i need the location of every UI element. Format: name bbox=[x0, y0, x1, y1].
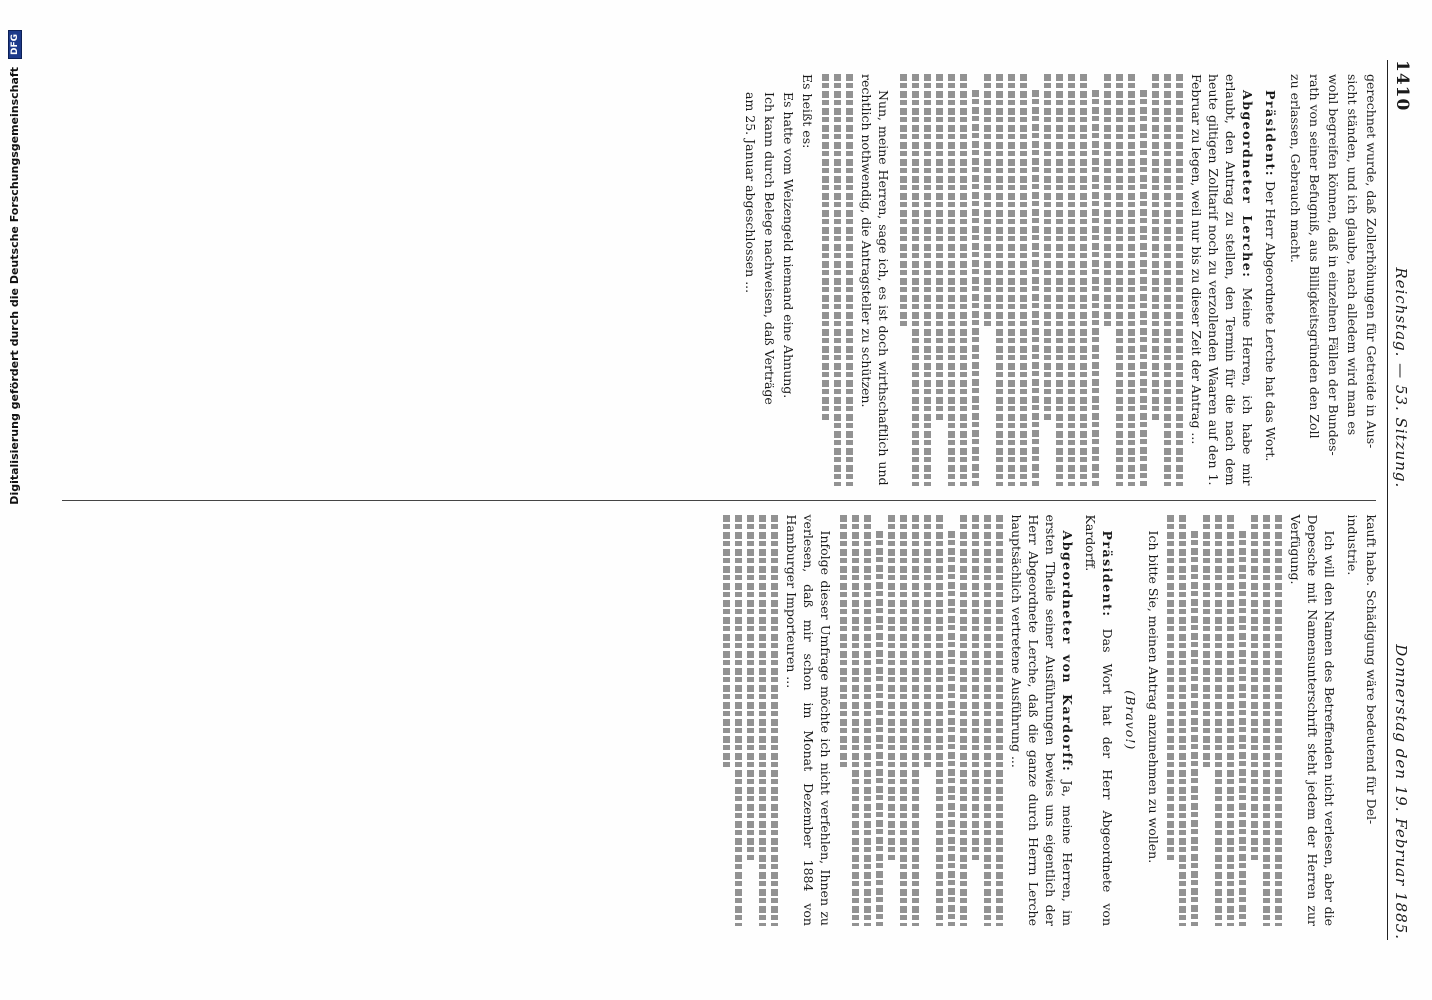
illegible-text-line bbox=[948, 531, 955, 927]
stage-direction: (Bravo!) bbox=[1123, 690, 1138, 751]
illegible-text-line bbox=[1056, 74, 1063, 486]
illegible-text-line bbox=[1068, 74, 1075, 486]
illegible-text-line bbox=[1203, 515, 1210, 770]
speech-text: Der Herr Abgeordnete Lerche hat das Wort. bbox=[1263, 181, 1278, 462]
illegible-text-line bbox=[984, 74, 991, 329]
petition-paragraph: Ich will den Namen des Betreffenden nicht verlesen, aber die Depesche mit Namensunterschrift steht jedem der Herren zur Verfügung. bbox=[1288, 514, 1337, 926]
quote-line: am 25. Januar abgeschlossen ... bbox=[743, 92, 758, 294]
illegible-text-line bbox=[1080, 74, 1087, 486]
illegible-text-line bbox=[822, 74, 829, 420]
illegible-text-line bbox=[948, 74, 955, 486]
illegible-text-line bbox=[747, 515, 754, 861]
deputy-paragraph bbox=[1188, 74, 1256, 486]
illegible-text-line bbox=[1191, 531, 1198, 927]
illegible-text-line bbox=[1251, 515, 1258, 861]
quote-line: Ich kann durch Belege nachweisen, daß Verträge bbox=[762, 92, 777, 405]
illegible-text-line bbox=[846, 74, 853, 486]
illegible-text-line bbox=[840, 515, 847, 770]
illegible-text-line bbox=[1116, 74, 1123, 486]
text-line: wohl begreifen können, daß in einzelnen Fällen der Bundes- bbox=[1326, 74, 1341, 456]
speaker-label: Abgeordneter Lerche: bbox=[1240, 90, 1255, 279]
illegible-text-line bbox=[876, 531, 883, 927]
illegible-text-line bbox=[1167, 515, 1174, 861]
illegible-text-line bbox=[996, 515, 1003, 927]
printed-sheet-area bbox=[40, 40, 1432, 960]
speaker-label: Präsident: bbox=[1263, 90, 1278, 178]
opening-paragraph bbox=[1287, 74, 1380, 486]
illegible-text-line bbox=[900, 74, 907, 329]
illegible-text-line bbox=[984, 515, 991, 927]
illegible-text-line bbox=[1104, 74, 1111, 329]
illegible-text-line bbox=[1152, 74, 1159, 420]
illegible-text-line bbox=[912, 515, 919, 927]
illegible-text-line bbox=[759, 515, 766, 927]
president-paragraph bbox=[1082, 515, 1116, 927]
text-line: kauft habe. Schädigung wäre bedeutend für Del- bbox=[1364, 514, 1379, 825]
illegible-text-line bbox=[864, 515, 871, 927]
speech-text: Ja, meine Herren, im ersten Theile seiner Ausführungen bewies uns eigentlich der Herr Abgeordnete Lerche, daß die ganze durch Herrn Lerche hauptsächlich vertretene Ausführung ... bbox=[1009, 514, 1075, 926]
illegible-text-line bbox=[972, 90, 979, 486]
final-paragraph: Infolge dieser Umfrage möchte ich nicht verfehlen, Ihnen zu verlesen, daß mir schon im Monat Dezember 1884 von Hamburger Importeuren ... bbox=[784, 514, 833, 926]
illegible-text-line bbox=[1008, 74, 1015, 486]
quote-line: Es hatte vom Weizengeld niemand eine Ahnung. bbox=[781, 92, 796, 399]
illegible-text-line bbox=[960, 74, 967, 486]
illegible-text-line bbox=[1263, 515, 1270, 927]
speaker-label: Abgeordneter von Kardorff: bbox=[1060, 530, 1075, 773]
page-number: 1410 bbox=[1392, 60, 1412, 112]
quote-intro: Es heißt es: bbox=[800, 74, 815, 149]
illegible-text-line bbox=[924, 515, 931, 770]
illegible-text-line bbox=[900, 515, 907, 927]
speech-text: Meine Herren, ich habe mir erlaubt, den Antrag zu stellen, den Termin für die nach dem heute giltigen Zolltarif noch zu verzollenden Waaren auf den 1. Februar zu legen, weil nur bis zu dieser Zeit der Antrag ... bbox=[1189, 74, 1255, 486]
dfg-logo: DFG bbox=[8, 30, 22, 59]
printed-sheet bbox=[40, 40, 1432, 960]
illegible-text-line bbox=[1128, 74, 1135, 486]
opening-paragraph bbox=[1344, 515, 1380, 927]
quotation bbox=[742, 74, 797, 486]
illegible-text-line bbox=[1140, 90, 1147, 486]
illegible-text-line bbox=[834, 74, 841, 486]
text-line: zu erlassen, Gebrauch macht. bbox=[1288, 74, 1303, 263]
session-date: Donnerstag den 19. Februar 1885. bbox=[1392, 644, 1410, 940]
illegible-text-line bbox=[924, 74, 931, 486]
left-column bbox=[58, 60, 1380, 500]
digitization-credit bbox=[6, 8, 24, 992]
illegible-text-line bbox=[1215, 515, 1222, 927]
illegible-text-line bbox=[1092, 90, 1099, 486]
closing-line: Ich bitte Sie, meinen Antrag anzunehmen zu wollen. bbox=[1146, 530, 1161, 864]
deputy-paragraph bbox=[1008, 515, 1076, 927]
closing-paragraph: Nun, meine Herren, sage ich, es ist doch wirthschaftlich und rechtlich nothwendig, die Antragsteller zu schützen. bbox=[859, 74, 891, 486]
text-columns bbox=[58, 60, 1380, 940]
illegible-text-line bbox=[888, 515, 895, 861]
illegible-text-line bbox=[1164, 74, 1171, 486]
running-head bbox=[1387, 60, 1418, 940]
illegible-text-line bbox=[996, 74, 1003, 486]
illegible-text-line bbox=[960, 515, 967, 927]
illegible-text-line bbox=[1275, 515, 1282, 927]
right-column bbox=[58, 501, 1380, 941]
credit-text: Digitalisierung gefördert durch die Deutsche Forschungsgemeinschaft bbox=[8, 67, 21, 505]
illegible-text-line bbox=[1176, 74, 1183, 486]
illegible-text-line bbox=[936, 515, 943, 927]
illegible-text-line bbox=[1032, 90, 1039, 486]
text-line: rath von seiner Befugniß, aus Billigkeitsgründen den Zoll bbox=[1307, 74, 1322, 439]
illegible-text-line bbox=[972, 515, 979, 861]
speech-text: Das Wort hat der Herr Abgeordnete von Kardorff. bbox=[1083, 514, 1115, 927]
illegible-text-line bbox=[1044, 74, 1051, 420]
illegible-text-line bbox=[1179, 515, 1186, 927]
illegible-text-line bbox=[1239, 531, 1246, 927]
president-paragraph bbox=[1262, 74, 1279, 486]
illegible-text-line bbox=[936, 74, 943, 420]
speaker-label: Präsident: bbox=[1100, 530, 1115, 618]
text-line: industrie. bbox=[1345, 514, 1360, 576]
text-line: gerechnet wurde, daß Zollerhöhungen für Getreide in Aus- bbox=[1364, 74, 1379, 449]
illegible-text-line bbox=[771, 515, 778, 927]
illegible-text-line bbox=[852, 515, 859, 927]
text-line: sicht ständen, und ich glaube, nach alledem wird man es bbox=[1345, 74, 1360, 436]
illegible-text-line bbox=[1227, 515, 1234, 927]
illegible-text-line bbox=[735, 515, 742, 927]
session-title: Reichstag. — 53. Sitzung. bbox=[1392, 267, 1410, 489]
illegible-text-line bbox=[1020, 74, 1027, 486]
illegible-text-line bbox=[912, 74, 919, 486]
illegible-text-line bbox=[723, 515, 730, 770]
